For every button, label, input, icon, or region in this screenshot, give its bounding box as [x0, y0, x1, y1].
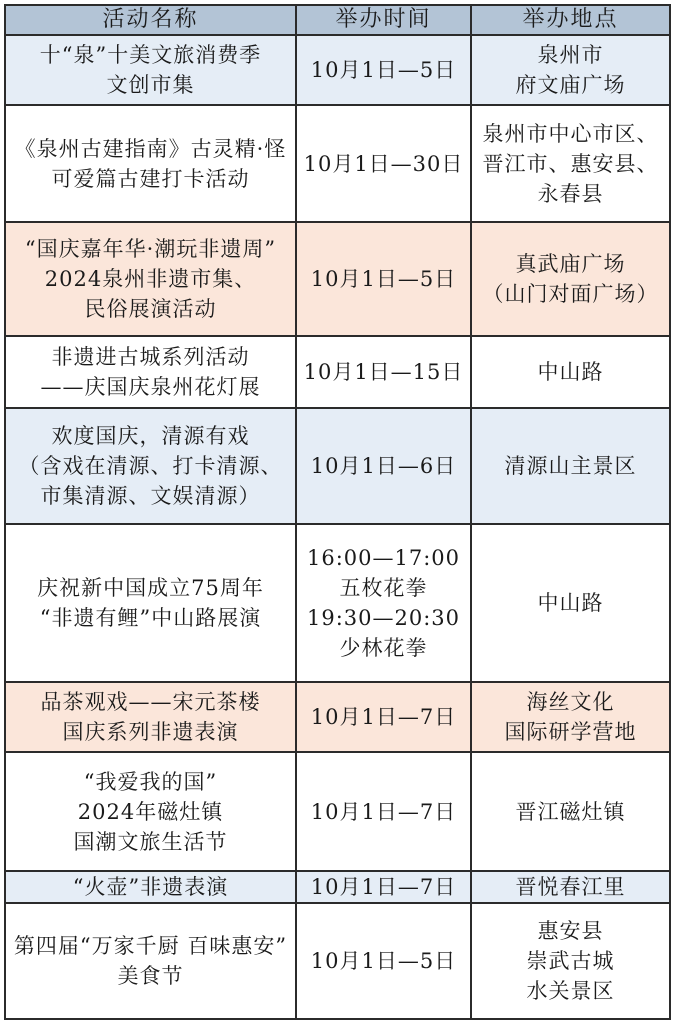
event-time-cell	[296, 222, 471, 336]
event-name-line: 可爱篇古建打卡活动	[51, 166, 250, 191]
event-name-line: “非遗有鲤”中山路展演	[39, 605, 262, 630]
event-name-cell	[5, 871, 296, 903]
event-place-line: 水关景区	[526, 979, 615, 1004]
event-name-cell	[5, 105, 296, 222]
header-event-time: 举办时间	[296, 5, 471, 35]
event-place-line: 泉州市中心市区、	[482, 121, 659, 146]
event-time-cell	[296, 682, 471, 752]
event-name-line: 第四届“万家千厨 百味惠安”	[13, 934, 288, 959]
event-place-line: 崇武古城	[526, 949, 615, 974]
event-time-cell	[296, 105, 471, 222]
event-name-line: 2024泉州非遗市集、	[44, 266, 257, 291]
event-time-cell	[296, 903, 471, 1019]
header-event-place: 举办地点	[471, 5, 670, 35]
event-place-cell	[471, 105, 670, 222]
event-time-line: 16:00—17:00	[306, 545, 461, 570]
event-time-cell	[296, 524, 471, 682]
event-name-line: 《泉州古建指南》古灵精·怪	[14, 136, 287, 161]
table-row	[5, 524, 670, 682]
event-place-cell	[471, 35, 670, 105]
event-place-cell	[471, 682, 670, 752]
event-time-line: 10月1日—5日	[310, 266, 457, 291]
event-name-line: 民俗展演活动	[84, 296, 217, 321]
table-row	[5, 35, 670, 105]
event-place-cell	[471, 871, 670, 903]
event-time-line: 10月1日—7日	[310, 705, 457, 730]
table-row	[5, 752, 670, 871]
event-name-line: 品茶观戏——宋元茶楼	[40, 690, 261, 715]
table-row	[5, 682, 670, 752]
event-place-line: 国际研学营地	[504, 720, 637, 745]
event-place-line: 府文庙广场	[515, 73, 626, 98]
table-row	[5, 408, 670, 524]
event-place-line: （山门对面广场）	[482, 281, 659, 306]
event-name-line: （含戏在清源、打卡清源、	[18, 454, 283, 479]
event-place-line: 晋悦春江里	[515, 875, 626, 900]
table-row	[5, 336, 670, 408]
event-place-line: 中山路	[537, 360, 604, 385]
event-place-line: 晋江磁灶镇	[515, 799, 626, 824]
event-name-line: 十“泉”十美文旅消费季	[39, 43, 262, 68]
event-time-line: 少林花拳	[339, 635, 428, 660]
event-time-cell	[296, 408, 471, 524]
event-place-line: 晋江市、惠安县、	[482, 151, 659, 176]
event-time-line: 10月1日—7日	[310, 875, 457, 900]
event-time-line: 10月1日—15日	[303, 360, 464, 385]
event-place-line: 清源山主景区	[504, 454, 637, 479]
event-place-line: 中山路	[537, 590, 604, 615]
event-name-line: ——庆国庆泉州花灯展	[40, 375, 261, 400]
event-time-line: 五枚花拳	[339, 575, 428, 600]
event-place-line: 惠安县	[537, 919, 604, 944]
table-row	[5, 105, 670, 222]
table-header-row	[5, 5, 670, 35]
event-place-cell	[471, 408, 670, 524]
table-row	[5, 903, 670, 1019]
event-time-line: 10月1日—5日	[310, 949, 457, 974]
event-name-cell	[5, 752, 296, 871]
event-place-line: 永春县	[537, 181, 604, 206]
event-name-line: 国庆系列非遗表演	[62, 720, 239, 745]
event-name-line: 非遗进古城系列活动	[51, 345, 250, 370]
event-name-line: 2024年磁灶镇	[77, 799, 224, 824]
header-event-name: 活动名称	[5, 5, 296, 35]
event-time-line: 10月1日—6日	[310, 454, 457, 479]
event-name-line: “我爱我的国”	[83, 769, 218, 794]
event-time-line: 10月1日—7日	[310, 799, 457, 824]
event-name-line: 国潮文旅生活节	[73, 829, 228, 854]
event-time-line: 10月1日—30日	[303, 151, 464, 176]
event-name-line: “火壶”非遗表演	[72, 875, 229, 900]
table-body	[5, 35, 670, 1019]
event-time-cell	[296, 336, 471, 408]
event-place-cell	[471, 336, 670, 408]
table-row	[5, 871, 670, 903]
event-name-cell	[5, 408, 296, 524]
event-time-line: 10月1日—5日	[310, 58, 457, 83]
event-name-cell	[5, 524, 296, 682]
event-name-cell	[5, 336, 296, 408]
event-place-cell	[471, 752, 670, 871]
event-name-line: “国庆嘉年华·潮玩非遗周”	[24, 236, 277, 261]
event-name-line: 庆祝新中国成立75周年	[37, 575, 264, 600]
event-name-line: 文创市集	[106, 73, 195, 98]
event-time-cell	[296, 35, 471, 105]
event-place-line: 真武庙广场	[515, 251, 626, 276]
event-time-cell	[296, 871, 471, 903]
event-place-cell	[471, 524, 670, 682]
event-place-line: 海丝文化	[526, 690, 615, 715]
event-name-cell	[5, 222, 296, 336]
event-place-cell	[471, 222, 670, 336]
event-time-line: 19:30—20:30	[306, 605, 461, 630]
event-name-line: 欢度国庆，清源有戏	[51, 424, 250, 449]
table-row	[5, 222, 670, 336]
event-name-cell	[5, 903, 296, 1019]
event-time-cell	[296, 752, 471, 871]
event-place-line: 泉州市	[537, 43, 604, 68]
event-name-cell	[5, 35, 296, 105]
event-name-line: 市集清源、文娱清源）	[40, 484, 261, 509]
event-place-cell	[471, 903, 670, 1019]
event-name-line: 美食节	[117, 964, 184, 989]
event-table	[4, 4, 671, 1020]
event-name-cell	[5, 682, 296, 752]
